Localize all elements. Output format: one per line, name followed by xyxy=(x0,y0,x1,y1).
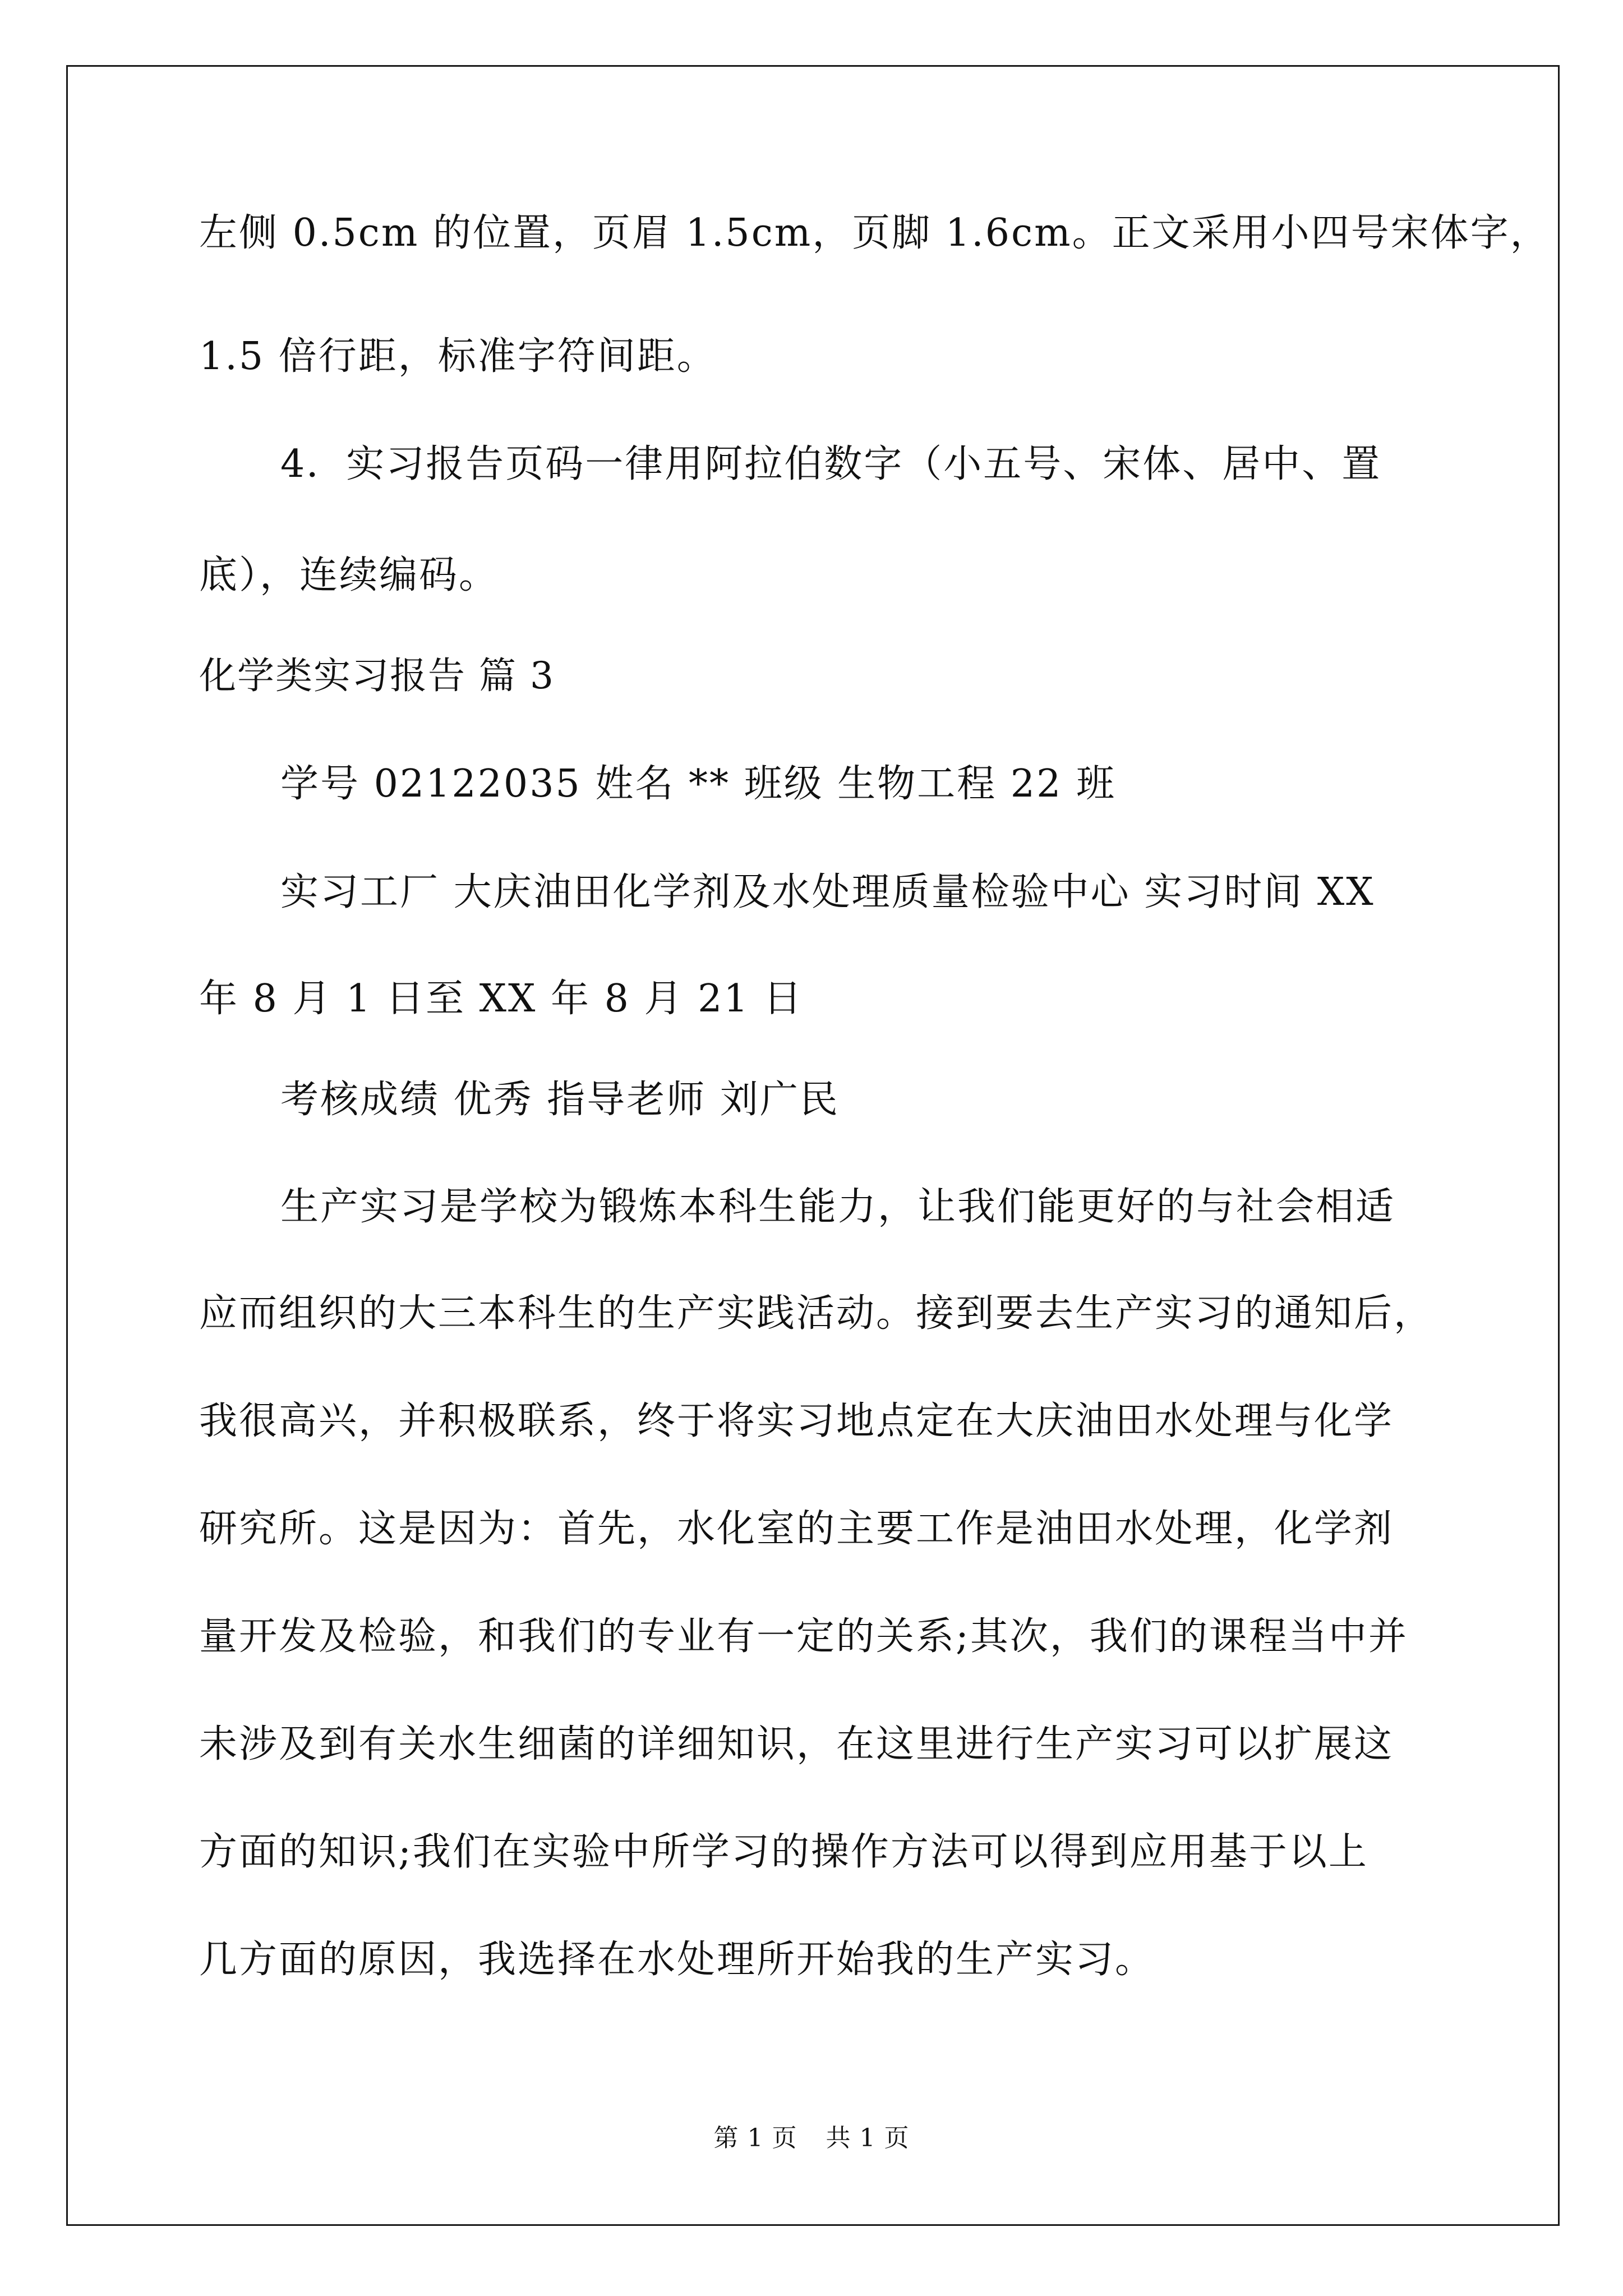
paragraph-line: 量开发及检验，和我们的专业有一定的关系;其次，我们的课程当中并 xyxy=(199,1614,1408,1659)
section-heading: 化学类实习报告 篇 3 xyxy=(199,654,555,697)
text-line: 1.5 倍行距，标准字符间距。 xyxy=(199,334,717,379)
page-number: 第 1 页 xyxy=(713,2124,797,2152)
paragraph-line: 几方面的原因，我选择在水处理所开始我的生产实习。 xyxy=(199,1938,1155,1982)
internship-info-line: 实习工厂 大庆油田化学剂及水处理质量检验中心 实习时间 XX xyxy=(280,870,1375,914)
paragraph-line: 研究所。这是因为：首先，水化室的主要工作是油田水处理，化学剂 xyxy=(199,1507,1394,1551)
list-item-line: 4．实习报告页码一律用阿拉伯数字（小五号、宋体、居中、置 xyxy=(280,442,1382,486)
paragraph-line: 应而组织的大三本科生的生产实践活动。接到要去生产实习的通知后， xyxy=(199,1291,1434,1336)
grade-info-line: 考核成绩 优秀 指导老师 刘广民 xyxy=(280,1078,840,1122)
text-line: 底），连续编码。 xyxy=(199,553,499,597)
text-line: 年 8 月 1 日至 XX 年 8 月 21 日 xyxy=(199,977,804,1021)
page-frame xyxy=(66,65,1560,2226)
text-line: 左侧 0.5cm 的位置，页眉 1.5cm，页脚 1.6cm。正文采用小四号宋体字， xyxy=(199,211,1550,255)
paragraph-line: 方面的知识;我们在实验中所学习的操作方法可以得到应用基于以上 xyxy=(199,1830,1368,1874)
paragraph-line: 我很高兴，并积极联系，终于将实习地点定在大庆油田水处理与化学 xyxy=(199,1399,1394,1443)
student-info-line: 学号 02122035 姓名 ** 班级 生物工程 22 班 xyxy=(280,762,1116,806)
total-pages: 共 1 页 xyxy=(826,2124,910,2152)
paragraph-line: 生产实习是学校为锻炼本科生能力，让我们能更好的与社会相适 xyxy=(280,1185,1396,1229)
page-number-footer xyxy=(0,2122,1623,2155)
paragraph-line: 未涉及到有关水生细菌的详细知识，在这里进行生产实习可以扩展这 xyxy=(199,1722,1394,1766)
